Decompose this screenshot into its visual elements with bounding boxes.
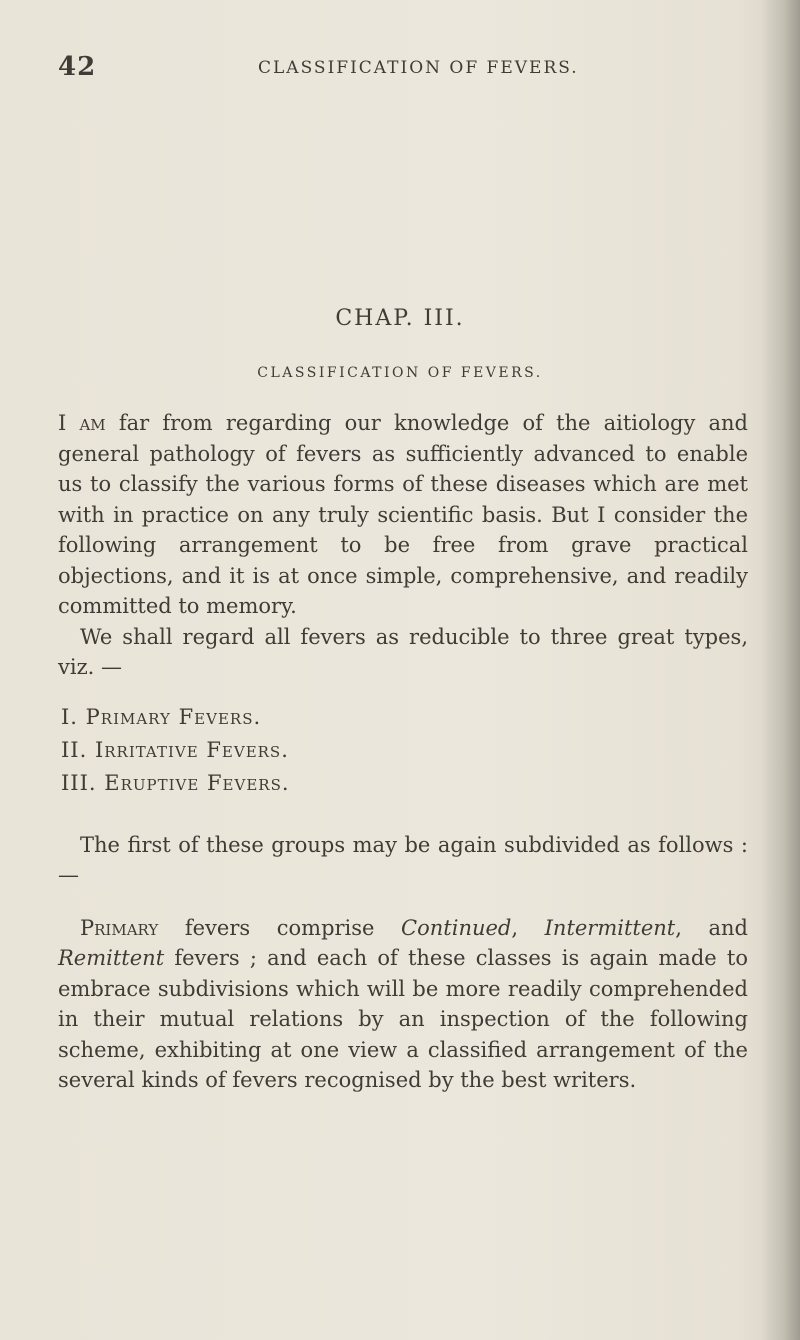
paragraph-primary-part3: fevers ; and each of these classes is again made to embrace subdivisions which will be more readily comprehended in their mutual relations by an inspection of the following scheme, exhibiting at one view a classified arrangement of the several kinds of fevers recognised by the best writers. bbox=[58, 946, 748, 1092]
paragraph-intro-lead: I am bbox=[58, 411, 106, 435]
paragraph-primary-fevers bbox=[58, 913, 748, 1096]
paragraph-types-intro: We shall regard all fevers as reducible to three great types, viz. — bbox=[58, 624, 748, 679]
running-title: CLASSIFICATION OF FEVERS. bbox=[258, 58, 579, 78]
term-continued: Continued bbox=[401, 915, 512, 940]
chapter-subtitle: CLASSIFICATION OF FEVERS. bbox=[257, 365, 543, 381]
fever-type-item: I. Primary Fevers. bbox=[61, 704, 262, 729]
page-edge-shadow bbox=[760, 0, 800, 1340]
paragraph-intro bbox=[58, 408, 748, 622]
page-number: 42 bbox=[58, 52, 97, 82]
chapter-heading: CHAP. III. bbox=[335, 306, 465, 331]
paragraph-primary-lead: Primary bbox=[80, 915, 159, 940]
paragraph-primary-part2: , and bbox=[675, 915, 748, 940]
running-head bbox=[0, 52, 800, 82]
term-remittent: Remittent bbox=[58, 946, 165, 970]
paragraph-intro-text: far from regarding our knowledge of the aitiology and general pathology of fevers as sufficiently advanced to enable us to classify the various forms of these diseases which are met with in practice on any truly scientific basis. But I consider the following arrangement to be free from grave practical objections, and it is at once simple, comprehensive, and readily committed to memory. bbox=[58, 411, 748, 618]
paragraph-primary-comma: , bbox=[511, 915, 545, 940]
paragraph-subdivision: The first of these groups may be again subdivided as follows : — bbox=[58, 832, 748, 887]
term-intermittent: Intermittent bbox=[544, 915, 676, 940]
fever-types-list bbox=[58, 701, 748, 800]
fever-type-item: III. Eruptive Fevers. bbox=[61, 770, 290, 795]
fever-type-item: II. Irritative Fevers. bbox=[61, 737, 289, 762]
paragraph-primary-part1: fevers comprise bbox=[158, 915, 402, 940]
body-text bbox=[58, 408, 748, 1096]
